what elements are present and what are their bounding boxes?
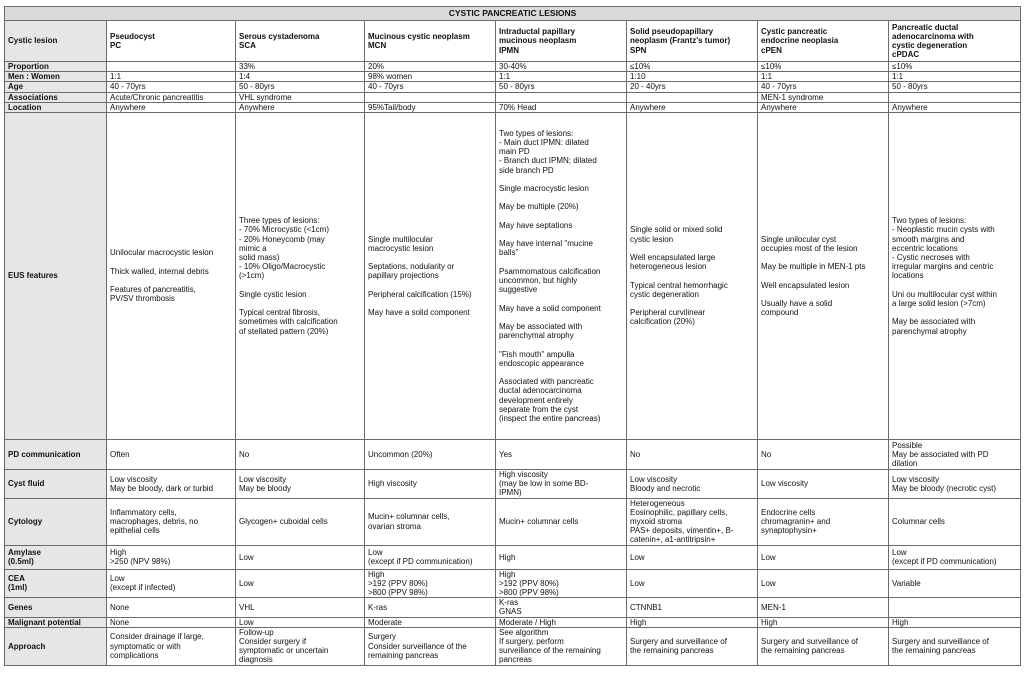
- table-cell: Single multilocular macrocystic lesion Septations, nodularity or papillary projections Peripheral calcification (15%) May have a solid component: [365, 113, 496, 440]
- table-cell: [627, 92, 758, 102]
- table-cell: ≤10%: [627, 62, 758, 72]
- table-cell: Yes: [496, 440, 627, 470]
- table-cell: Unilocular macrocystic lesion Thick walled, internal debris Features of pancreatitis, PV/SV thrombosis: [107, 113, 236, 440]
- table-cell: High >250 (NPV 98%): [107, 545, 236, 569]
- table-cell: 1:10: [627, 72, 758, 82]
- column-header: Mucinous cystic neoplasm MCN: [365, 21, 496, 62]
- table-cell: 40 - 70yrs: [758, 82, 889, 92]
- table-row: [5, 627, 1021, 665]
- table-cell: High: [627, 617, 758, 627]
- column-header: Solid pseudopapillary neoplasm (Frantz's tumor) SPN: [627, 21, 758, 62]
- row-label: Genes: [5, 598, 107, 617]
- table-cell: Consider drainage if large, symptomatic or with complications: [107, 627, 236, 665]
- table-cell: CTNNB1: [627, 598, 758, 617]
- table-cell: Low: [627, 569, 758, 598]
- table-cell: 1:1: [758, 72, 889, 82]
- table-row: [5, 82, 1021, 92]
- table-row: [5, 440, 1021, 470]
- table-cell: 98% women: [365, 72, 496, 82]
- column-header: Pseudocyst PC: [107, 21, 236, 62]
- table-row: [5, 545, 1021, 569]
- table-row: [5, 72, 1021, 82]
- table-cell: Follow-up Consider surgery if symptomatic or uncertain diagnosis: [236, 627, 365, 665]
- table-cell: Low: [236, 569, 365, 598]
- row-label: Cytology: [5, 498, 107, 545]
- table-cell: Anywhere: [627, 102, 758, 112]
- table-cell: No: [758, 440, 889, 470]
- table-cell: High viscosity: [365, 470, 496, 499]
- table-cell: Moderate / High: [496, 617, 627, 627]
- table-cell: 20 - 40yrs: [627, 82, 758, 92]
- table-cell: 33%: [236, 62, 365, 72]
- table-cell: Low viscosity May be bloody, dark or turbid: [107, 470, 236, 499]
- table-cell: Low viscosity Bloody and necrotic: [627, 470, 758, 499]
- table-cell: None: [107, 617, 236, 627]
- table-cell: K-ras GNAS: [496, 598, 627, 617]
- table-cell: Single solid or mixed solid cystic lesion Well encapsulated large heterogeneous lesion Typical central hemorrhagic cystic degeneration Peripheral curvilinear calcification (20%): [627, 113, 758, 440]
- table-cell: K-ras: [365, 598, 496, 617]
- header-cystic-lesion: Cystic lesion: [5, 21, 107, 62]
- table-cell: [889, 92, 1021, 102]
- table-cell: Low viscosity May be bloody: [236, 470, 365, 499]
- table-cell: Low (except if PD communication): [889, 545, 1021, 569]
- table-cell: 40 - 70yrs: [365, 82, 496, 92]
- table-cell: None: [107, 598, 236, 617]
- column-header: Pancreatic ductal adenocarcinoma with cystic degeneration cPDAC: [889, 21, 1021, 62]
- table-cell: Anywhere: [758, 102, 889, 112]
- row-label: Malignant potential: [5, 617, 107, 627]
- table-row: [5, 498, 1021, 545]
- table-cell: 30-40%: [496, 62, 627, 72]
- table-cell: High >192 (PPV 80%) >800 (PPV 98%): [365, 569, 496, 598]
- column-header: Cystic pancreatic endocrine neoplasia cPEN: [758, 21, 889, 62]
- table-cell: 1:1: [889, 72, 1021, 82]
- title-row: [5, 7, 1021, 21]
- row-label: Associations: [5, 92, 107, 102]
- table-row: [5, 113, 1021, 440]
- row-label: EUS features: [5, 113, 107, 440]
- table-cell: High: [496, 545, 627, 569]
- table-cell: Low: [627, 545, 758, 569]
- table-row: [5, 598, 1021, 617]
- table-row: [5, 102, 1021, 112]
- table-title: CYSTIC PANCREATIC LESIONS: [5, 7, 1021, 21]
- table-cell: Glycogen+ cuboidal cells: [236, 498, 365, 545]
- table-cell: VHL: [236, 598, 365, 617]
- table-cell: Mucin+ columnar cells: [496, 498, 627, 545]
- table-cell: Single unilocular cyst occupies most of the lesion May be multiple in MEN-1 pts Well encapsulated lesion Usually have a solid compound: [758, 113, 889, 440]
- table-cell: High viscosity (may be low in some BD- IPMN): [496, 470, 627, 499]
- row-label: Age: [5, 82, 107, 92]
- row-label: Amylase (0.5ml): [5, 545, 107, 569]
- table-cell: Low (except if infected): [107, 569, 236, 598]
- row-label: Cyst fluid: [5, 470, 107, 499]
- header-row: [5, 21, 1021, 62]
- table-cell: [107, 62, 236, 72]
- table-cell: Possible May be associated with PD dilation: [889, 440, 1021, 470]
- table-cell: Surgery and surveillance of the remaining pancreas: [889, 627, 1021, 665]
- table-cell: Moderate: [365, 617, 496, 627]
- table-cell: Two types of lesions: - Main duct IPMN: dilated main PD - Branch duct IPMN; dilated side branch PD Single macrocystic lesion May be multiple (20%) May have septations May have internal "mucine balls" Psammomatous calcification uncommon, but highly suggestive May have a solid component May be associated with parenchymal atrophy "Fish mouth" ampulla endoscopic appearance Associated with pancreatic ductal adenocarcinoma development entirely separate from the cyst (inspect the entire pancreas): [496, 113, 627, 440]
- table-cell: Low viscosity May be bloody (necrotic cyst): [889, 470, 1021, 499]
- row-label: PD communication: [5, 440, 107, 470]
- column-header: Serous cystadenoma SCA: [236, 21, 365, 62]
- table-row: [5, 617, 1021, 627]
- table-cell: 70% Head: [496, 102, 627, 112]
- row-label: Approach: [5, 627, 107, 665]
- table-cell: Low: [236, 617, 365, 627]
- column-header: Intraductal papillary mucinous neoplasm IPMN: [496, 21, 627, 62]
- table-cell: Acute/Chronic pancreatitis: [107, 92, 236, 102]
- table-cell: Anywhere: [889, 102, 1021, 112]
- table-cell: Anywhere: [107, 102, 236, 112]
- table-cell: Columnar cells: [889, 498, 1021, 545]
- row-label: CEA (1ml): [5, 569, 107, 598]
- table-cell: Uncommon (20%): [365, 440, 496, 470]
- table-cell: No: [236, 440, 365, 470]
- table-cell: 1:4: [236, 72, 365, 82]
- row-label: Proportion: [5, 62, 107, 72]
- table-cell: Low viscosity: [758, 470, 889, 499]
- table-cell: High >192 (PPV 80%) >800 (PPV 98%): [496, 569, 627, 598]
- table-cell: Three types of lesions: - 70% Microcystic (<1cm) - 20% Honeycomb (may mimic a solid mass) - 10% Oligo/Macrocystic (>1cm) Single cystic lesion Typical central fibrosis, sometimes with calcification of stellated pattern (20%): [236, 113, 365, 440]
- table-cell: Low (except if PD communication): [365, 545, 496, 569]
- table-cell: Surgery Consider surveillance of the remaining pancreas: [365, 627, 496, 665]
- table-cell: 50 - 80yrs: [236, 82, 365, 92]
- table-cell: 20%: [365, 62, 496, 72]
- table-cell: 50 - 80yrs: [496, 82, 627, 92]
- table-cell: 1:1: [107, 72, 236, 82]
- table-cell: [889, 598, 1021, 617]
- table-cell: High: [758, 617, 889, 627]
- table-cell: [496, 92, 627, 102]
- row-label: Location: [5, 102, 107, 112]
- table-cell: Often: [107, 440, 236, 470]
- table-row: [5, 569, 1021, 598]
- table-row: [5, 62, 1021, 72]
- table-cell: 50 - 80yrs: [889, 82, 1021, 92]
- cystic-lesions-table: [4, 6, 1021, 666]
- table-cell: High: [889, 617, 1021, 627]
- table-cell: Low: [236, 545, 365, 569]
- table-cell: Low: [758, 569, 889, 598]
- table-cell: ≤10%: [758, 62, 889, 72]
- table-cell: Heterogeneous Eosinophilic, papillary cells, myxoid stroma PAS+ deposits, vimentin+, B- catenin+, a1-antitripsin+: [627, 498, 758, 545]
- table-cell: Variable: [889, 569, 1021, 598]
- table-cell: 95%Tail/body: [365, 102, 496, 112]
- table-cell: Two types of lesions: - Neoplastic mucin cysts with smooth margins and eccentric locations - Cystic necroses with irregular margins and centric locations Uni ou multilocular cyst within a large solid lesion (>7cm) May be associated with parenchymal atrophy: [889, 113, 1021, 440]
- table-cell: See algorithm If surgery, perform surveillance of the remaining pancreas: [496, 627, 627, 665]
- table-row: [5, 470, 1021, 499]
- table-cell: Anywhere: [236, 102, 365, 112]
- table-cell: ≤10%: [889, 62, 1021, 72]
- table-cell: MEN-1: [758, 598, 889, 617]
- table-row: [5, 92, 1021, 102]
- table-cell: Surgery and surveillance of the remaining pancreas: [627, 627, 758, 665]
- table-cell: Endocrine cells chromagranin+ and synaptophysin+: [758, 498, 889, 545]
- table-cell: 1:1: [496, 72, 627, 82]
- table-cell: MEN-1 syndrome: [758, 92, 889, 102]
- table-cell: 40 - 70yrs: [107, 82, 236, 92]
- table-cell: [365, 92, 496, 102]
- table-cell: Inflammatory cells, macrophages, debris, no epithelial cells: [107, 498, 236, 545]
- table-cell: VHL syndrome: [236, 92, 365, 102]
- row-label: Men : Women: [5, 72, 107, 82]
- table-cell: No: [627, 440, 758, 470]
- table-cell: Low: [758, 545, 889, 569]
- table-cell: Mucin+ columnar cells, ovarian stroma: [365, 498, 496, 545]
- table-cell: Surgery and surveillance of the remaining pancreas: [758, 627, 889, 665]
